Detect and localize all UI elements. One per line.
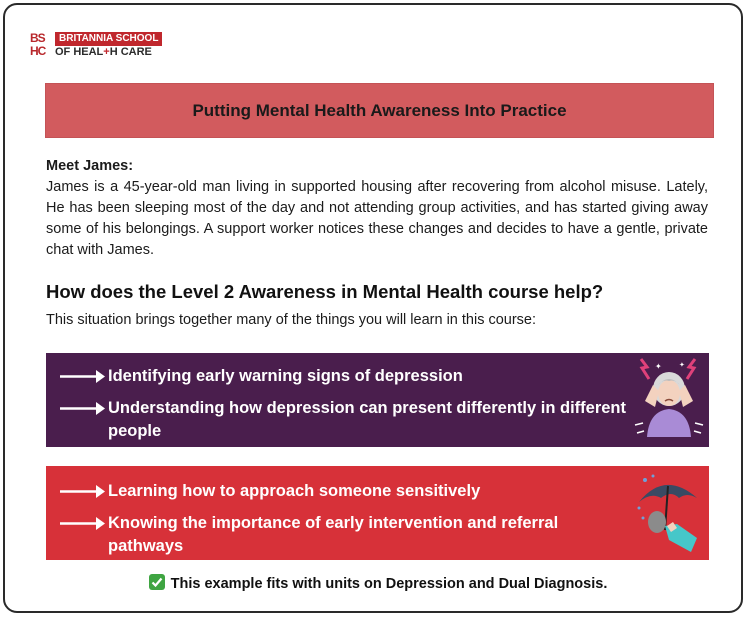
arrow-right-icon bbox=[58, 480, 108, 503]
course-question-heading: How does the Level 2 Awareness in Mental Health course help? bbox=[46, 281, 604, 302]
stressed-person-icon bbox=[631, 355, 707, 445]
footer-note: This example fits with units on Depression and Dual Diagnosis. bbox=[5, 574, 750, 592]
school-logo[interactable] bbox=[29, 31, 169, 61]
arrow-right-icon bbox=[58, 397, 108, 420]
list-item: Understanding how depression can present differently in different people bbox=[58, 397, 633, 443]
page-title: Putting Mental Health Awareness Into Practice bbox=[192, 100, 567, 120]
arrow-right-icon bbox=[58, 365, 108, 388]
list-item: Learning how to approach someone sensitively bbox=[58, 480, 633, 503]
case-study-text: James is a 45-year-old man living in supported housing after recovering from alcohol misuse. Lately, He has been sleeping most of the day and not attending group activities, and has started giving away some of his belongings. A support worker notices these changes and decides to have a gentle, private chat with James. bbox=[46, 179, 708, 258]
umbrella-protection-icon bbox=[631, 468, 707, 558]
learning-panel-intervention bbox=[46, 466, 709, 560]
page-frame bbox=[3, 3, 743, 613]
list-item: Identifying early warning signs of depression bbox=[58, 365, 633, 388]
logo-name-line1: BRITANNIA SCHOOL bbox=[55, 32, 162, 46]
svg-text:✦: ✦ bbox=[655, 362, 662, 371]
case-study bbox=[46, 156, 708, 261]
svg-text:✦: ✦ bbox=[679, 362, 685, 369]
logo-monogram: BS HC bbox=[30, 31, 46, 58]
course-intro-text: This situation brings together many of the things you will learn in this course: bbox=[46, 312, 537, 328]
logo-name-line2: OF HEAL+H CARE bbox=[55, 46, 152, 58]
arrow-right-icon bbox=[58, 512, 108, 535]
title-banner bbox=[45, 83, 714, 138]
learning-panel-depression bbox=[46, 353, 709, 447]
case-study-heading: Meet James: bbox=[46, 158, 134, 174]
checkmark-icon bbox=[149, 574, 165, 590]
list-item: Knowing the importance of early intervention and referral pathways bbox=[58, 512, 633, 558]
